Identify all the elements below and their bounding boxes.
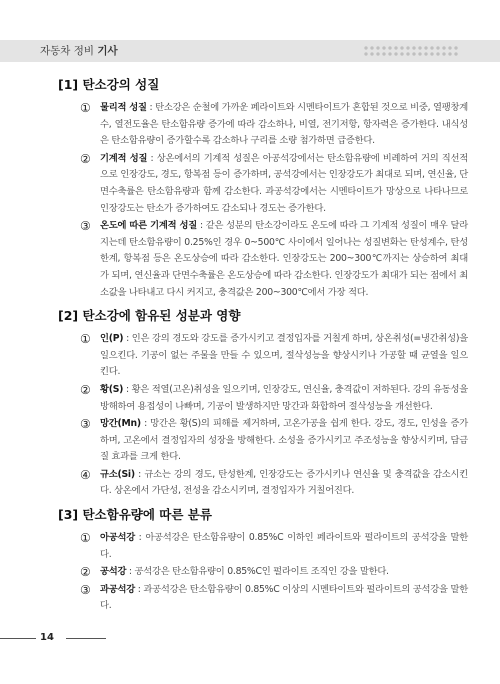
item-term: 과공석강 [100,583,135,595]
list-item [80,331,468,381]
list-item [80,416,468,466]
running-header-title [40,42,118,60]
item-term: 아공석강 [100,532,135,544]
list-item [80,564,468,581]
header-subject: 자동차 정비 [40,45,98,57]
item-term: 물리적 성질 [100,102,147,113]
list-item [80,530,468,563]
item-number: ③ [80,417,91,432]
page-number: 14 [40,632,54,643]
section-title: [3] 탄소함유량에 따른 분류 [58,507,212,523]
header-subject-bold: 기사 [97,45,118,57]
item-text: : 과공석강은 탄소함유량이 0.85%C 이상의 시멘타이트와 펄라이트의 공석강을 말한다. [100,583,468,612]
item-term: 황(S) [100,383,124,395]
item-text: : 규소는 강의 경도, 탄성한계, 인장강도는 증가시키나 연신율 및 충격값을 감소시킨다. 상온에서 가단성, 전성을 감소시키며, 결정입자가 거칠어진다. [100,468,468,497]
item-term: 기계적 성질 [100,152,148,164]
item-text: : 상온에서의 기계적 성질은 아공석강에서는 탄소함유량에 비례하여 거의 직선적으로 인장강도, 경도, 항복점 등이 증가하며, 공석강에서는 인장강도가 최대로 되며, 연신율, 단면수축률은 탄소함유량과 함께 감소한다. 과공석강에서는 시멘타이트가 망상으로 나타나므로 인장강도는 탄소가 증가하여도 감소되나 경도는 증가한다. [100,152,468,214]
item-term: 망간(Mn) [100,418,141,430]
header-dot-pattern [363,45,458,57]
item-text: : 탄소강은 순철에 가까운 페라이트와 시멘타이트가 혼합된 것으로 비중, 열팽창계수, 열전도율은 탄소함유량 증가에 따라 감소하나, 비열, 전기저항, 항자력은 증가한다. 내식성은 탄소함유량이 증가할수록 감소하나 구리를 소량 첨가하면 급증한다. [100,102,468,147]
list-item [80,467,468,500]
item-text: : 같은 성분의 탄소강이라도 온도에 따라 그 기계적 성질이 매우 달라지는데 탄소함유량이 0.25%인 경우 0~500℃ 사이에서 일어나는 성질변화는 탄성계수, 탄성한계, 항복점 등은 온도상승에 따라 감소한다. 인장강도는 200~300℃까지는 상승하여 최대가 되며, 연신율과 단면수축률은 온도상승에 따라 감소한다. 인장강도가 최대가 되는 점에서 최소값을 나타내고 다시 커지고, 충격값은 200~300℃에서 가장 적다. [100,220,468,298]
item-text: : 인은 강의 경도와 강도를 증가시키고 결정입자를 거칠게 하며, 상온취성(=냉간취성)을 일으킨다. 기공이 없는 주물을 만들 수 있으며, 절삭성능을 향상시키나 가공할 때 균열을 일으킨다. [100,333,468,378]
footer-rule-left [0,638,36,639]
section-title: [2] 탄소강에 함유된 성분과 영향 [58,308,241,324]
item-term: 온도에 따른 기계적 성질 [100,220,197,232]
page-body [58,72,468,616]
item-text: : 아공석강은 탄소함유량이 0.85%C 이하인 페라이트와 펄라이트의 공석강을 말한다. [100,532,468,560]
item-text: : 망간은 황(S)의 피해를 제거하며, 고온가공을 쉽게 한다. 강도, 경도, 인성을 증가하며, 고온에서 결정입자의 성장을 방해한다. 소성을 증가시키고 주조성능을 향상시키며, 담금질 효과를 크게 한다. [100,418,468,463]
item-number: ② [80,382,91,397]
section-title: [1] 탄소강의 성질 [58,77,160,92]
section-items [80,100,468,301]
item-number: ③ [80,219,91,234]
item-number: ① [80,332,91,347]
item-text: : 공석강은 탄소함유량이 0.85%C인 펄라이트 조직인 강을 말한다. [126,566,389,578]
list-item [80,582,468,615]
item-number: ② [80,565,91,580]
item-term: 공석강 [100,566,127,578]
list-item [80,382,468,415]
section-items [80,530,468,615]
item-term: 규소(Si) [100,468,135,480]
item-number: ② [80,151,91,166]
item-number: ③ [80,582,91,597]
section-items [80,331,468,500]
footer-rule-right [66,638,106,639]
list-item [80,151,468,217]
item-text: : 황은 적열(고온)취성을 일으키며, 인장강도, 연신율, 충격값이 저하된다. 강의 유동성을 방해하여 용접성이 나빠며, 기공이 발생하지만 망간과 화합하여 절삭성능을 개선한다. [100,383,468,412]
item-number: ④ [80,467,91,482]
item-term: 인(P) [100,333,124,345]
item-number: ① [80,101,91,115]
list-item [80,100,468,150]
item-number: ① [80,531,91,546]
list-item [80,218,468,301]
